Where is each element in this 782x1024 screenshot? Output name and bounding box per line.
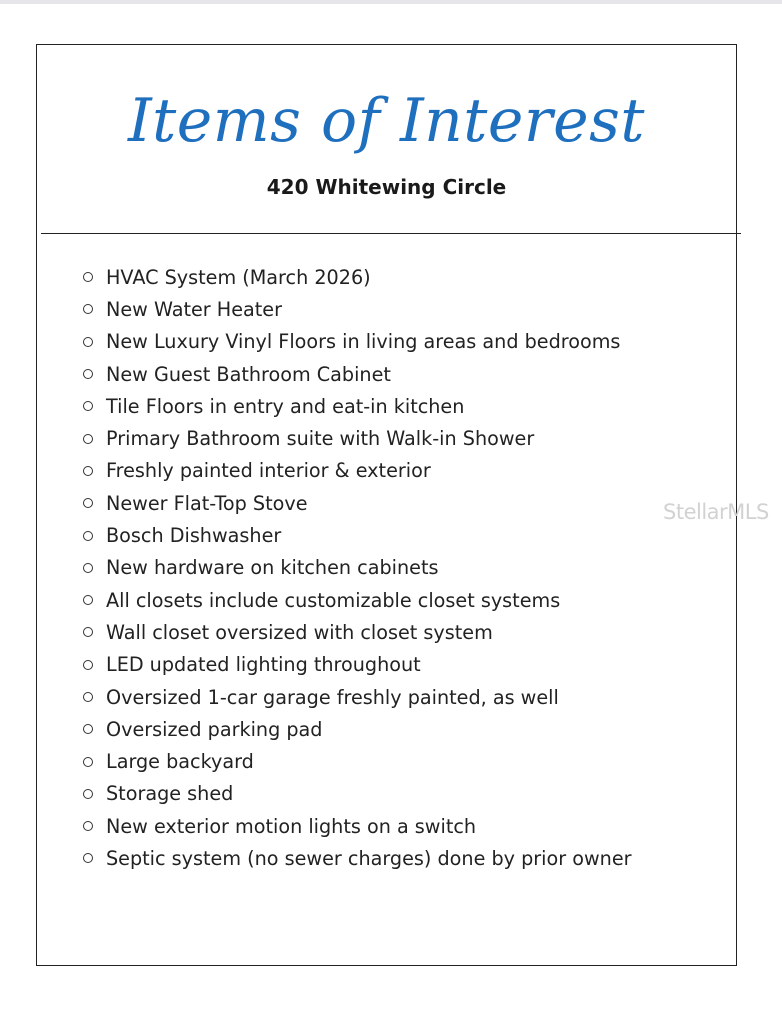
hollow-bullet-icon	[83, 595, 93, 605]
property-address: 420 Whitewing Circle	[266, 175, 507, 199]
list-item	[83, 487, 632, 519]
document-header	[37, 45, 736, 233]
list-item-text: New Luxury Vinyl Floors in living areas and bedrooms	[106, 330, 621, 354]
list-item	[83, 455, 632, 487]
list-item-text: Freshly painted interior & exterior	[106, 459, 431, 483]
hollow-bullet-icon	[83, 466, 93, 476]
document-title: Items of Interest	[127, 86, 646, 156]
watermark: StellarMLS	[663, 500, 769, 524]
list-item	[83, 745, 632, 777]
list-item	[83, 842, 632, 874]
list-item	[83, 390, 632, 422]
list-item	[83, 616, 632, 648]
hollow-bullet-icon	[83, 563, 93, 573]
list-item-text: Storage shed	[106, 782, 234, 806]
list-item	[83, 584, 632, 616]
list-item-text: New Water Heater	[106, 297, 282, 321]
list-item-text: Large backyard	[106, 750, 254, 774]
hollow-bullet-icon	[83, 272, 93, 282]
list-item	[83, 552, 632, 584]
list-item-text: Oversized 1-car garage freshly painted, as well	[106, 685, 559, 709]
hollow-bullet-icon	[83, 853, 93, 863]
list-item-text: Primary Bathroom suite with Walk-in Shower	[106, 427, 535, 451]
list-item-text: All closets include customizable closet systems	[106, 588, 561, 612]
list-item	[83, 681, 632, 713]
list-item-text: Bosch Dishwasher	[106, 524, 282, 548]
items-list	[83, 261, 632, 875]
list-item-text: New exterior motion lights on a switch	[106, 814, 477, 838]
hollow-bullet-icon	[83, 369, 93, 379]
hollow-bullet-icon	[83, 724, 93, 734]
hollow-bullet-icon	[83, 660, 93, 670]
hollow-bullet-icon	[83, 627, 93, 637]
hollow-bullet-icon	[83, 304, 93, 314]
hollow-bullet-icon	[83, 757, 93, 767]
list-item	[83, 778, 632, 810]
header-divider	[41, 233, 741, 234]
list-item-text: Wall closet oversized with closet system	[106, 620, 493, 644]
list-item-text: LED updated lighting throughout	[106, 653, 421, 677]
list-item-text: Oversized parking pad	[106, 717, 323, 741]
list-item-text: New hardware on kitchen cabinets	[106, 556, 439, 580]
hollow-bullet-icon	[83, 337, 93, 347]
page-top-edge	[0, 0, 782, 4]
list-item-text: HVAC System (March 2026)	[106, 265, 371, 289]
list-item	[83, 713, 632, 745]
list-item	[83, 422, 632, 454]
list-item	[83, 358, 632, 390]
list-item	[83, 649, 632, 681]
hollow-bullet-icon	[83, 434, 93, 444]
list-item-text: Newer Flat-Top Stove	[106, 491, 308, 515]
list-item	[83, 326, 632, 358]
list-item-text: Tile Floors in entry and eat-in kitchen	[106, 394, 465, 418]
list-item	[83, 519, 632, 551]
list-item	[83, 810, 632, 842]
list-item-text: Septic system (no sewer charges) done by prior owner	[106, 846, 632, 870]
list-item-text: New Guest Bathroom Cabinet	[106, 362, 391, 386]
hollow-bullet-icon	[83, 692, 93, 702]
hollow-bullet-icon	[83, 498, 93, 508]
document-card	[36, 44, 737, 966]
hollow-bullet-icon	[83, 789, 93, 799]
list-item	[83, 261, 632, 293]
hollow-bullet-icon	[83, 821, 93, 831]
list-item	[83, 293, 632, 325]
hollow-bullet-icon	[83, 401, 93, 411]
hollow-bullet-icon	[83, 531, 93, 541]
